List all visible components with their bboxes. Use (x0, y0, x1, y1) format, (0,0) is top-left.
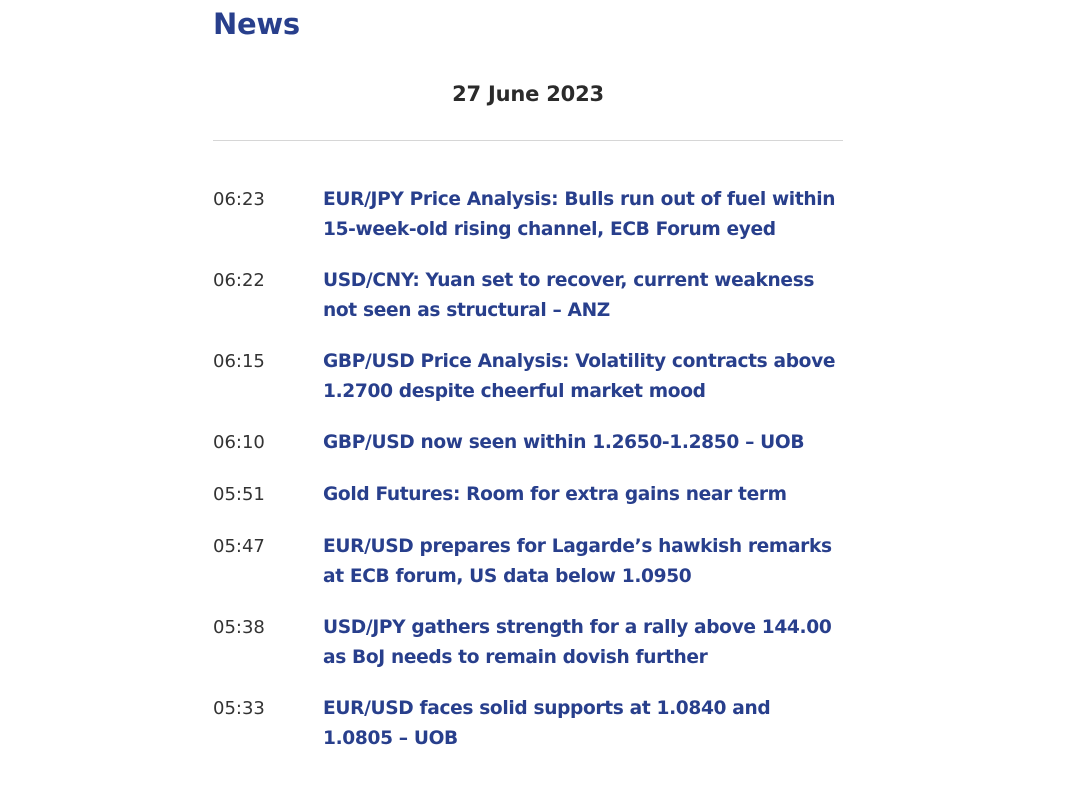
divider (213, 140, 843, 141)
news-time: 05:47 (213, 536, 265, 557)
news-time: 05:51 (213, 484, 265, 505)
news-item (213, 694, 843, 753)
news-headline-link[interactable]: EUR/USD faces solid supports at 1.0840 and 1.0805 – UOB (323, 698, 771, 749)
news-headline-link[interactable]: GBP/USD now seen within 1.2650-1.2850 – UOB (323, 432, 805, 453)
news-item (213, 347, 843, 406)
news-item (213, 480, 843, 510)
news-headline-link[interactable]: USD/JPY gathers strength for a rally above 144.00 as BoJ needs to remain dovish further (323, 617, 832, 668)
news-time: 06:15 (213, 351, 265, 372)
news-item (213, 532, 843, 591)
news-item (213, 266, 843, 325)
news-headline-link[interactable]: GBP/USD Price Analysis: Volatility contracts above 1.2700 despite cheerful market mood (323, 351, 836, 402)
page-title: News (213, 7, 300, 41)
news-headline-link[interactable]: USD/CNY: Yuan set to recover, current weakness not seen as structural – ANZ (323, 270, 815, 321)
news-item (213, 613, 843, 672)
news-time: 05:33 (213, 698, 265, 719)
news-time: 06:10 (213, 432, 265, 453)
news-time: 06:23 (213, 189, 265, 210)
date-heading: 27 June 2023 (452, 82, 604, 106)
news-time: 06:22 (213, 270, 265, 291)
news-item (213, 428, 843, 458)
news-headline-link[interactable]: EUR/JPY Price Analysis: Bulls run out of fuel within 15-week-old rising channel, ECB Forum eyed (323, 189, 836, 240)
news-list (213, 185, 843, 775)
news-headline-link[interactable]: EUR/USD prepares for Lagarde’s hawkish remarks at ECB forum, US data below 1.0950 (323, 536, 832, 587)
news-headline-link[interactable]: Gold Futures: Room for extra gains near term (323, 484, 787, 505)
news-time: 05:38 (213, 617, 265, 638)
news-item (213, 185, 843, 244)
